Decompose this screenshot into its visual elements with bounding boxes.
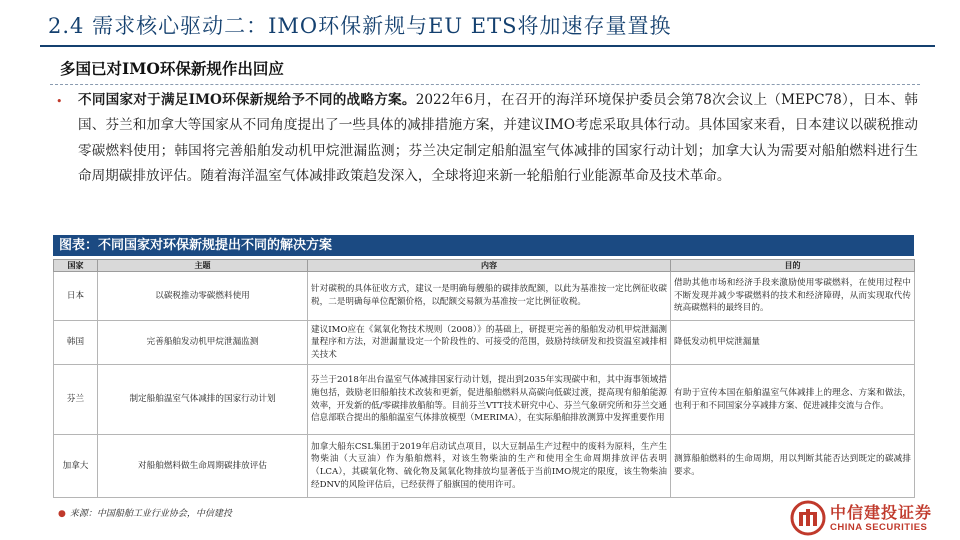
- source-text: 来源：中国船舶工业行业协会，中信建投: [69, 509, 232, 519]
- purpose-cell: 有助于宣传本国在船舶温室气体减排上的理念、方案和做法，也利于和不同国家分享减排方案、促进减排交流与合作。: [671, 365, 915, 435]
- brand-name-cn: 中信建投证券: [830, 502, 933, 522]
- country-cell: 日本: [54, 272, 98, 321]
- country-cell: 加拿大: [54, 435, 98, 498]
- topic-cell: 对船舶燃料做生命周期碳排放评估: [98, 435, 308, 498]
- content-cell: 加拿大船东CSL集团于2019年启动试点项目，以大豆制品生产过程中的废料为原料，生产生物柴油（大豆油）作为船舶燃料，对该生物柴油的生产和使用全生命周期排放评估表明（LCA），其碳氧化物、硫化物及氮氧化物排放均显著低于当前IMO规定的限度，该生物柴油经DNV的风险评估后，已经获得了船旗国的使用许可。: [308, 435, 671, 498]
- column-header: 目的: [671, 260, 915, 272]
- table-row: [54, 435, 915, 498]
- content-cell: 建议IMO应在《氮氧化物技术规则（2008）》的基础上，研提更完善的船舶发动机甲烷泄漏测量程序和方法，对泄漏量设定一个阶段性的、可接受的范围，鼓励持续研发和投资温室减排相关技术: [308, 321, 671, 365]
- title-divider: [40, 45, 935, 47]
- purpose-cell: 测算船舶燃料的生命周期，用以判断其能否达到既定的碳减排要求。: [671, 435, 915, 498]
- topic-cell: 以碳税推动零碳燃料使用: [98, 272, 308, 321]
- body-paragraph: [78, 88, 918, 190]
- section-subtitle: 多国已对IMO环保新规作出回应: [60, 59, 284, 78]
- table-row: [54, 321, 915, 365]
- column-header: 内容: [308, 260, 671, 272]
- page-title: 2.4 需求核心驱动二：IMO环保新规与EU ETS将加速存量置换: [48, 14, 672, 38]
- bullet-icon: •: [56, 95, 63, 108]
- subtitle-divider: [50, 84, 920, 85]
- solutions-table: [53, 259, 915, 498]
- country-cell: 韩国: [54, 321, 98, 365]
- content-cell: 芬兰于2018年出台温室气体减排国家行动计划，提出到2035年实现碳中和，其中海事领域措施包括，鼓励老旧船舶技术改装和更新，促进船舶燃料从高碳向低碳过渡，提高现有船舶能源效率，开发新的低/零碳排放船舶等。目前芬兰VTT技术研究中心、芬兰气象研究所和芬兰交通信息部联合提出的船舶温室气体排放模型（MERIMA），在实际船舶排放测算中发挥重要作用: [308, 365, 671, 435]
- purpose-cell: 降低发动机甲烷泄漏量: [671, 321, 915, 365]
- lead-sentence: 不同国家对于满足IMO环保新规给予不同的战略方案。: [78, 92, 416, 108]
- table-header-row: [54, 260, 915, 272]
- topic-cell: 制定船舶温室气体减排的国家行动计划: [98, 365, 308, 435]
- body-text: 2022年6月，在召开的海洋环境保护委员会第78次会议上（MEPC78），日本、韩国、芬兰和加拿大等国家从不同角度提出了一些具体的减排措施方案，并建议IMO考虑采取具体行动。具体国家来看，日本建议以碳税推动零碳燃料使用；韩国将完善船舶发动机甲烷泄漏监测；芬兰决定制定船舶温室气体减排的国家行动计划；加拿大认为需要对船舶燃料进行生命周期碳排放评估。随着海洋温室气体减排政策趋发深入，全球将迎来新一轮船舶行业能源革命及技术革命。: [78, 92, 918, 185]
- citic-logo-icon: [790, 500, 826, 536]
- topic-cell: 完善船舶发动机甲烷泄漏监测: [98, 321, 308, 365]
- brand-logo: [790, 500, 932, 536]
- country-cell: 芬兰: [54, 365, 98, 435]
- column-header: 主题: [98, 260, 308, 272]
- figure-title: 图表：不同国家对环保新规提出不同的解决方案: [53, 235, 914, 256]
- purpose-cell: 借助其他市场和经济手段来激励使用零碳燃料，在使用过程中不断发现并减少零碳燃料的技术和经济障碍，从而实现取代传统高碳燃料的最终目的。: [671, 272, 915, 321]
- content-cell: 针对碳税的具体征收方式，建议一是明确每艘船的碳排放配额，以此为基准按一定比例征收碳税，二是明确每单位配额价格，以配额交易额为基准按一定比例征收税。: [308, 272, 671, 321]
- column-header: 国家: [54, 260, 98, 272]
- table-row: [54, 365, 915, 435]
- bullet-icon: ●: [58, 509, 66, 519]
- table-row: [54, 272, 915, 321]
- brand-name-en: CHINA SECURITIES: [830, 521, 928, 533]
- source-note: [58, 506, 232, 519]
